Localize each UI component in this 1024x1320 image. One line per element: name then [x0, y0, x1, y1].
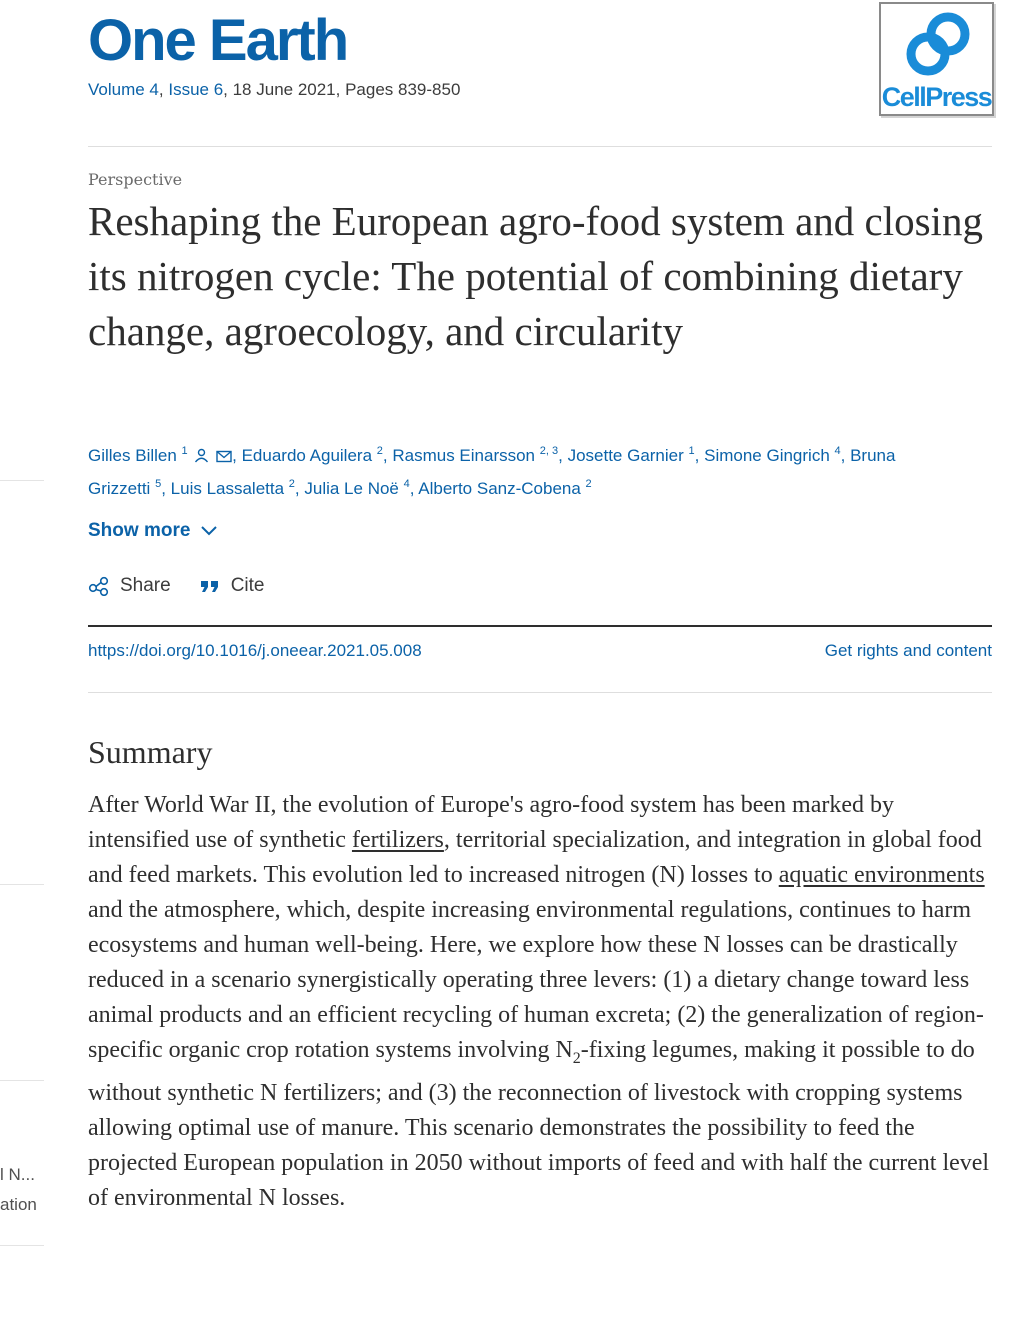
- author-list: Gilles Billen $^1$ , Eduardo Aguilera $^2$, Rasmus Einarsson $^{2, 3}$, Josette Garnier $^1$, Simone Gingrich $^4$, Bruna Grizzetti $^5$, Luis Lassaletta $^2$, Julia Le Noë $^4$, Alberto Sanz-Cobena $^2$: [88, 440, 968, 504]
- affiliation-sup: 4: [403, 478, 410, 490]
- show-more-button[interactable]: [88, 520, 218, 542]
- cellpress-logo-icon: [903, 10, 973, 80]
- author-link[interactable]: Rasmus Einarsson: [392, 446, 536, 465]
- header-divider: [88, 146, 992, 147]
- author-link[interactable]: Bruna Grizzetti: [88, 446, 896, 498]
- aquatic-environments-link[interactable]: aquatic environments: [778, 862, 985, 888]
- author-link[interactable]: Eduardo Aguilera: [241, 446, 373, 465]
- volume-link[interactable]: Volume 4: [88, 80, 159, 99]
- envelope-icon[interactable]: [216, 442, 232, 473]
- affiliation-sup: 2: [585, 478, 592, 490]
- rights-link[interactable]: Get rights and content: [824, 641, 992, 660]
- author-link[interactable]: Simone Gingrich: [704, 446, 830, 465]
- share-label: Share: [120, 575, 171, 596]
- affiliation-sup: 2: [376, 445, 383, 457]
- summary-segment: , territorial specialization, and integration in global food and feed markets. This evolution led to increased nitrogen (N) losses to: [88, 827, 982, 888]
- cite-button[interactable]: [199, 575, 265, 597]
- issue-info: Volume 4, Issue 6, 18 June 2021, Pages 839-850: [88, 80, 461, 99]
- author-link[interactable]: Alberto Sanz-Cobena: [418, 479, 581, 498]
- doi-top-divider: [88, 625, 992, 627]
- journal-title[interactable]: One Earth: [88, 8, 348, 73]
- quote-icon: [199, 578, 221, 594]
- sidebar-divider: [0, 1080, 44, 1081]
- action-row: [88, 575, 293, 597]
- person-icon[interactable]: [194, 442, 209, 473]
- summary-text: [88, 788, 996, 1216]
- author-link[interactable]: Julia Le Noë: [304, 479, 399, 498]
- affiliation-sup: 2, 3: [539, 445, 559, 457]
- sidebar-divider: [0, 480, 44, 481]
- show-more-label: Show more: [88, 520, 191, 541]
- subscript: 2: [572, 1049, 581, 1067]
- sidebar-item-text[interactable]: ation: [0, 1195, 37, 1214]
- sidebar-divider: [0, 1245, 44, 1246]
- affiliation-sup: 1: [181, 445, 188, 457]
- publisher-logo-text: CellPress: [881, 82, 992, 112]
- cite-label: Cite: [230, 575, 265, 596]
- affiliation-sup: 2: [288, 478, 295, 490]
- publisher-logo[interactable]: [879, 2, 994, 116]
- affiliation-sup: 4: [834, 445, 841, 457]
- doi-link[interactable]: https://doi.org/10.1016/j.oneear.2021.05.008: [88, 641, 422, 660]
- summary-heading: Summary: [88, 734, 213, 770]
- sidebar-item-text[interactable]: l N...: [0, 1165, 35, 1184]
- author-link[interactable]: Luis Lassaletta: [170, 479, 285, 498]
- date-pages: , 18 June 2021, Pages 839-850: [223, 80, 461, 99]
- summary-segment: -fixing legumes, making it possible to do without synthetic N fertilizers; and (3) the reconnection of livestock with cropping systems allowing optimal use of manure. This scenario demonstrates the possibility to feed the projected European population in 2050 without imports of feed and with half the current level of environmental N losses.: [88, 1037, 990, 1211]
- article-title: Reshaping the European agro-food system and closing its nitrogen cycle: The potential of combining dietary change, agroecology, and circularity: [88, 198, 983, 354]
- sidebar-divider: [0, 884, 44, 885]
- affiliation-sup: 1: [688, 445, 695, 457]
- share-icon: [88, 576, 110, 596]
- summary-segment: After World War II, the evolution of Europe's agro-food system has been marked by intensified use of synthetic: [88, 792, 895, 853]
- affiliation-sup: 5: [155, 478, 162, 490]
- doi-bottom-divider: [88, 692, 992, 693]
- fertilizers-link[interactable]: fertilizers: [351, 827, 444, 853]
- issue-link[interactable]: Issue 6: [168, 80, 224, 99]
- summary-segment: and the atmosphere, which, despite increasing environmental regulations, continues to harm ecosystems and human well-being. Here, we explore how these N losses can be drastically reduced in a scenario synergistically operating three levers: (1) a dietary change toward less animal products and an efficient recycling of human excreta; (2) the generalization of region-specific organic crop rotation systems involving N: [88, 897, 984, 1063]
- chevron-down-icon: [200, 525, 218, 537]
- article-type: Perspective: [88, 170, 183, 189]
- left-sidebar-fragment: [0, 0, 44, 1320]
- author-link[interactable]: Gilles Billen: [88, 446, 177, 465]
- share-button[interactable]: [88, 575, 171, 597]
- author-link[interactable]: Josette Garnier: [567, 446, 684, 465]
